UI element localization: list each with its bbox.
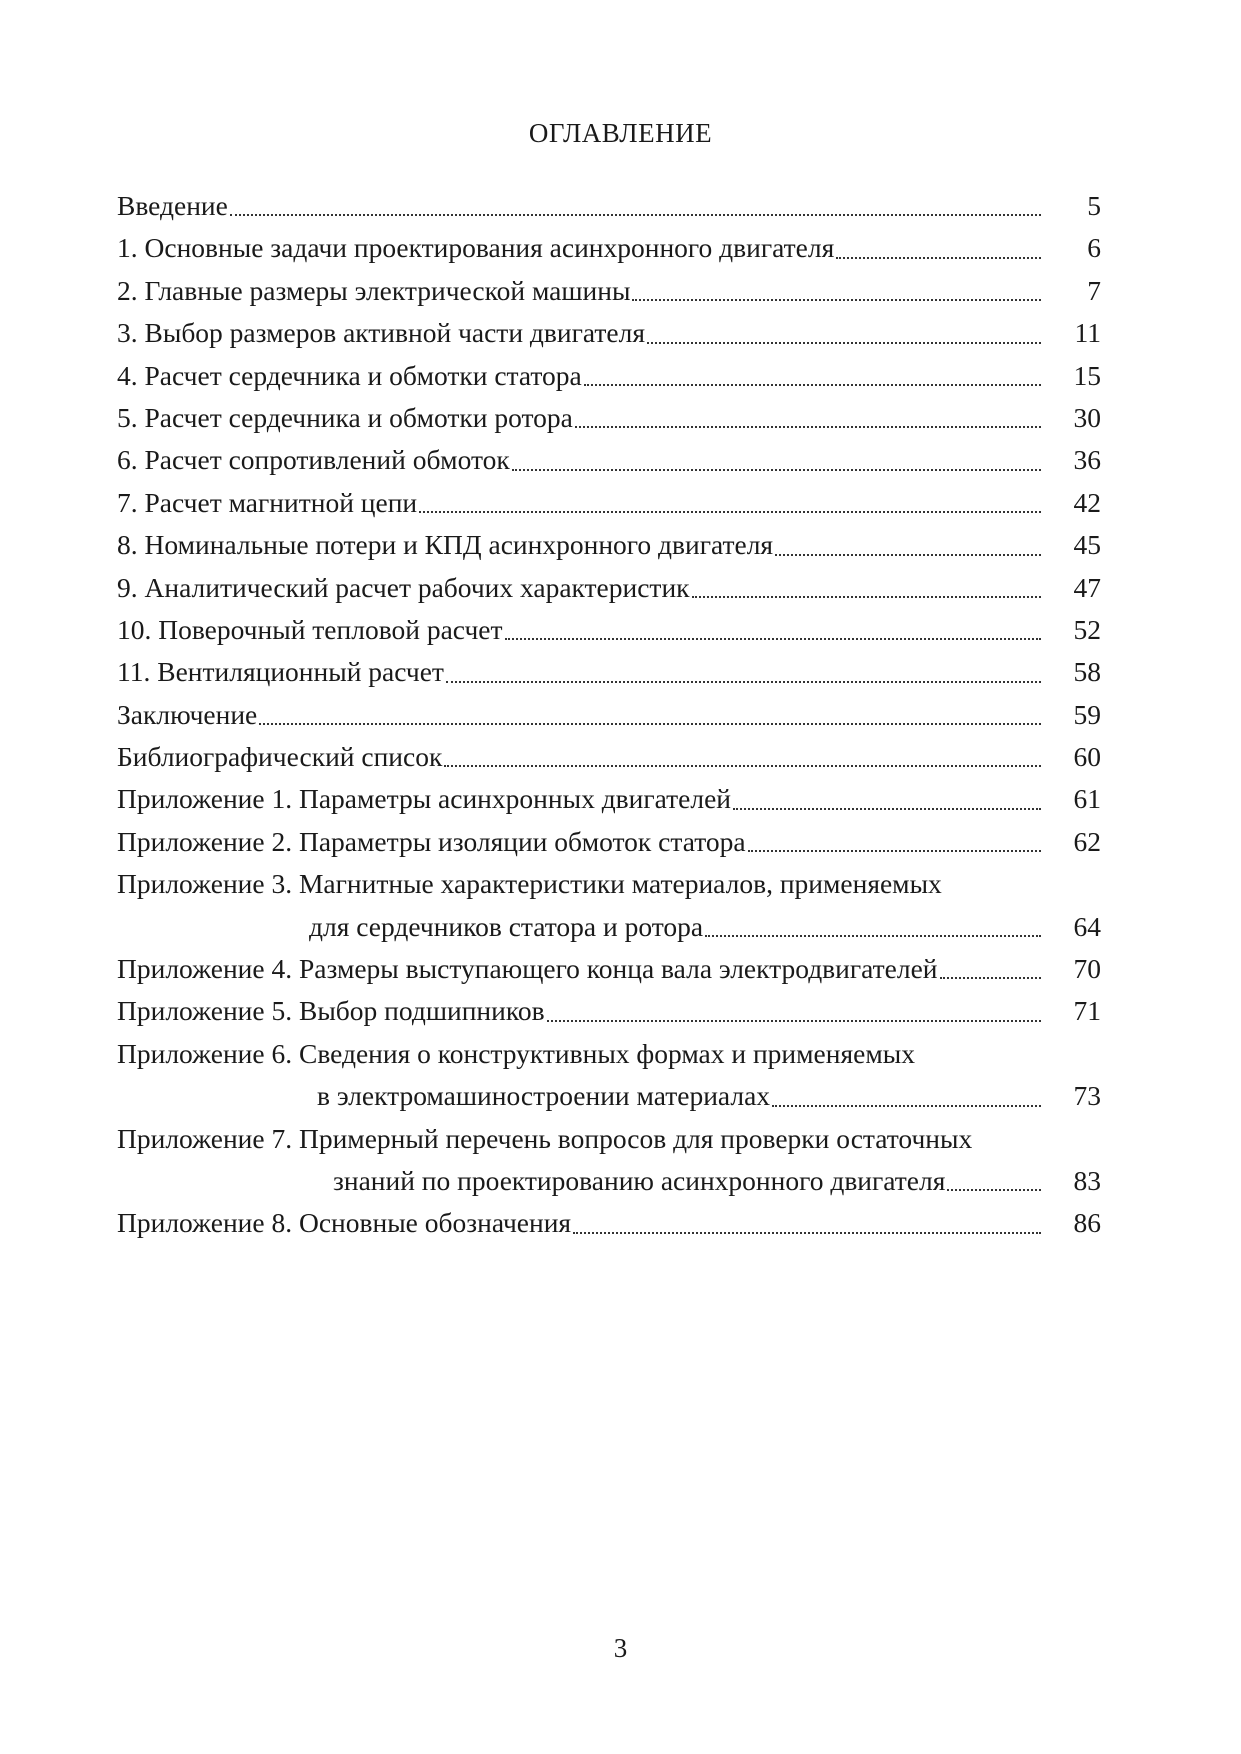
toc-entry-continuation[interactable] bbox=[117, 1160, 1121, 1202]
toc-entry-title: Библиографический список bbox=[117, 741, 443, 773]
toc-entry[interactable] bbox=[117, 482, 1121, 524]
toc-entry-title: Приложение 6. Сведения о конструктивных формах и применяемых bbox=[117, 1037, 915, 1069]
toc-entry-title: Введение bbox=[117, 190, 228, 221]
toc-entry[interactable] bbox=[117, 651, 1121, 693]
toc-entry-title: Приложение 3. Магнитные характеристики материалов, применяемых bbox=[117, 868, 942, 900]
toc-entry-title: 4. Расчет сердечника и обмотки статора bbox=[117, 359, 582, 391]
toc-entry-page: 59 bbox=[1073, 698, 1101, 730]
toc-entry[interactable] bbox=[117, 609, 1121, 651]
toc-dot-leader bbox=[632, 299, 1041, 301]
toc-dot-leader bbox=[584, 384, 1041, 386]
toc-entry-page: 45 bbox=[1073, 529, 1101, 561]
toc-entry-page: 83 bbox=[1073, 1164, 1101, 1196]
toc-entry-title: Приложение 1. Параметры асинхронных двигателей bbox=[117, 783, 732, 815]
toc-entry-page: 64 bbox=[1073, 910, 1101, 942]
toc-entry-title: Заключение bbox=[117, 698, 258, 730]
toc-entry[interactable] bbox=[117, 270, 1121, 312]
toc-entry[interactable] bbox=[117, 1202, 1121, 1244]
toc-entry-page: 52 bbox=[1073, 613, 1101, 645]
toc-entry-title: 5. Расчет сердечника и обмотки ротора bbox=[117, 401, 573, 433]
toc-entry-page: 36 bbox=[1073, 444, 1101, 476]
toc-dot-leader bbox=[748, 850, 1041, 852]
toc-entry-page: 60 bbox=[1073, 741, 1101, 773]
toc-dot-leader bbox=[836, 257, 1041, 259]
toc-entry-page: 62 bbox=[1073, 825, 1101, 857]
toc-dot-leader bbox=[647, 342, 1041, 344]
toc-dot-leader bbox=[772, 1105, 1041, 1107]
toc-entry-page: 15 bbox=[1073, 359, 1101, 391]
toc-dot-leader bbox=[446, 681, 1041, 683]
toc-entry[interactable] bbox=[117, 948, 1121, 990]
toc-dot-leader bbox=[444, 765, 1041, 767]
table-of-contents bbox=[117, 185, 1121, 1245]
toc-entry-title: Приложение 2. Параметры изоляции обмоток статора bbox=[117, 825, 746, 857]
toc-entry-page: 86 bbox=[1073, 1207, 1101, 1239]
toc-dot-leader bbox=[259, 723, 1041, 725]
toc-entry-title: 3. Выбор размеров активной части двигателя bbox=[117, 317, 645, 349]
toc-entry-title: для сердечников статора и ротора bbox=[309, 910, 704, 942]
toc-entry-page: 58 bbox=[1073, 656, 1101, 688]
toc-entry[interactable] bbox=[117, 821, 1121, 863]
toc-entry[interactable] bbox=[117, 778, 1121, 820]
toc-entry-page: 73 bbox=[1073, 1080, 1101, 1112]
toc-entry-title: 11. Вентиляционный расчет bbox=[117, 656, 444, 688]
toc-entry[interactable] bbox=[117, 1118, 1121, 1160]
toc-dot-leader bbox=[419, 511, 1041, 513]
toc-entry-page: 11 bbox=[1074, 317, 1101, 349]
toc-entry-page: 30 bbox=[1073, 401, 1101, 433]
toc-entry-title: Приложение 8. Основные обозначения bbox=[117, 1207, 572, 1239]
toc-dot-leader bbox=[940, 977, 1041, 979]
toc-entry-title: Приложение 7. Примерный перечень вопросов для проверки остаточных bbox=[117, 1122, 973, 1154]
toc-entry-page: 7 bbox=[1087, 274, 1101, 306]
toc-entry[interactable] bbox=[117, 863, 1121, 905]
toc-entry[interactable] bbox=[117, 185, 1121, 227]
toc-entry-page: 47 bbox=[1073, 571, 1101, 603]
toc-dot-leader bbox=[575, 426, 1041, 428]
toc-dot-leader bbox=[505, 638, 1041, 640]
toc-entry-title: в электромашиностроении материалах bbox=[317, 1080, 771, 1112]
toc-entry-title: 8. Номинальные потери и КПД асинхронного двигателя bbox=[117, 529, 774, 561]
page-number: 3 bbox=[613, 1633, 628, 1663]
toc-entry[interactable] bbox=[117, 312, 1121, 354]
toc-entry[interactable] bbox=[117, 524, 1121, 566]
toc-entry-title: 10. Поверочный тепловой расчет bbox=[117, 613, 503, 645]
page-title: ОГЛАВЛЕНИЕ bbox=[528, 118, 713, 148]
toc-entry-page: 6 bbox=[1087, 232, 1101, 264]
toc-entry-page: 61 bbox=[1073, 783, 1101, 815]
toc-entry-title: 1. Основные задачи проектирования асинхронного двигателя bbox=[117, 232, 835, 264]
toc-entry-continuation[interactable] bbox=[117, 1075, 1121, 1117]
toc-entry-title: Приложение 4. Размеры выступающего конца вала электродвигателей bbox=[117, 953, 938, 985]
toc-entry[interactable] bbox=[117, 1033, 1121, 1075]
toc-dot-leader bbox=[733, 808, 1041, 810]
toc-dot-leader bbox=[512, 469, 1041, 471]
toc-entry-continuation[interactable] bbox=[117, 906, 1121, 948]
toc-entry-title: 9. Аналитический расчет рабочих характеристик bbox=[117, 571, 690, 603]
toc-entry[interactable] bbox=[117, 227, 1121, 269]
toc-entry[interactable] bbox=[117, 439, 1121, 481]
toc-dot-leader bbox=[230, 214, 1041, 216]
toc-entry-page: 70 bbox=[1073, 953, 1101, 985]
toc-dot-leader bbox=[947, 1189, 1041, 1191]
toc-dot-leader bbox=[547, 1020, 1041, 1022]
toc-entry-title: 7. Расчет магнитной цепи bbox=[117, 486, 418, 518]
toc-dot-leader bbox=[573, 1232, 1041, 1234]
toc-dot-leader bbox=[775, 554, 1041, 556]
toc-entry-page: 5 bbox=[1087, 190, 1101, 221]
toc-entry[interactable] bbox=[117, 694, 1121, 736]
toc-dot-leader bbox=[692, 596, 1041, 598]
toc-entry[interactable] bbox=[117, 355, 1121, 397]
toc-entry-title: Приложение 5. Выбор подшипников bbox=[117, 995, 545, 1027]
toc-entry-title: 2. Главные размеры электрической машины bbox=[117, 274, 631, 306]
toc-entry-title: знаний по проектированию асинхронного двигателя bbox=[333, 1164, 946, 1196]
toc-entry[interactable] bbox=[117, 397, 1121, 439]
toc-entry[interactable] bbox=[117, 990, 1121, 1032]
toc-entry-page: 42 bbox=[1073, 486, 1101, 518]
toc-entry[interactable] bbox=[117, 567, 1121, 609]
toc-entry[interactable] bbox=[117, 736, 1121, 778]
toc-entry-title: 6. Расчет сопротивлений обмоток bbox=[117, 444, 510, 476]
toc-dot-leader bbox=[705, 935, 1041, 937]
toc-entry-page: 71 bbox=[1073, 995, 1101, 1027]
